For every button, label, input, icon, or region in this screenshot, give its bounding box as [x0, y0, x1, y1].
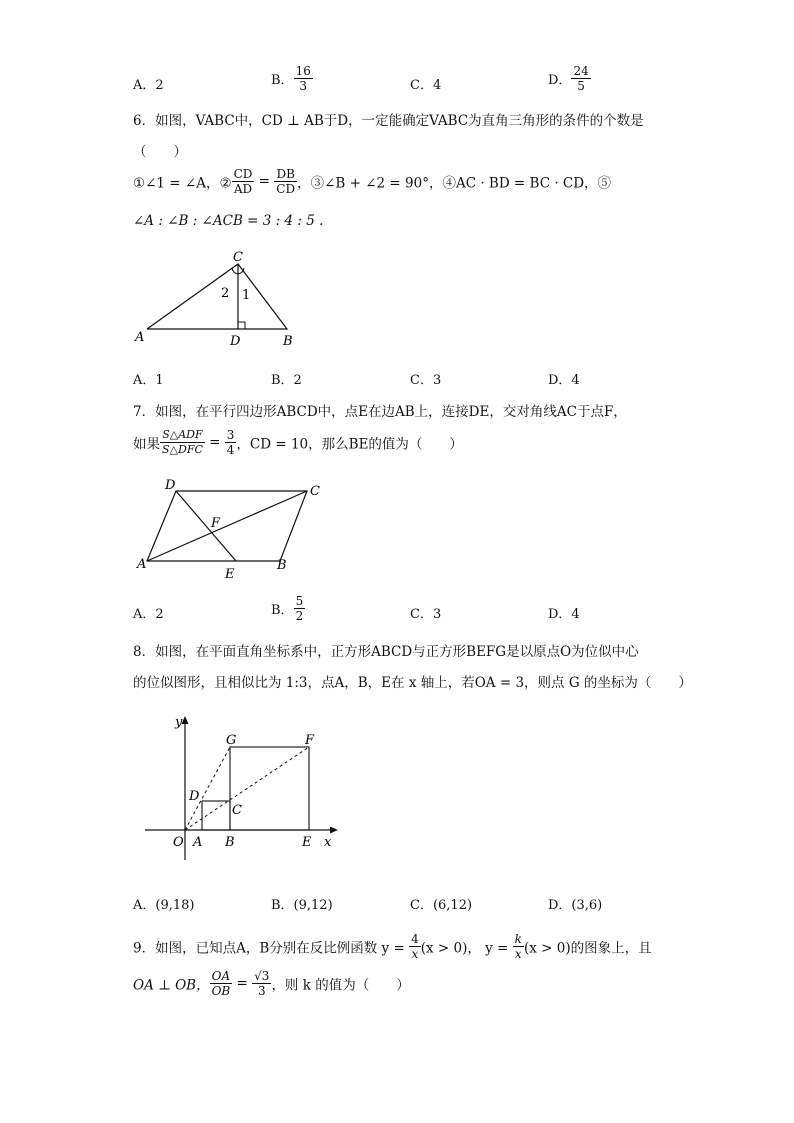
label-c: C	[232, 803, 242, 818]
label-b: B	[283, 334, 293, 349]
label-b: B	[277, 558, 287, 573]
label-a: A	[193, 835, 203, 850]
q6-stem: 6．如图，VABC中，CD ⊥ AB于D，一定能确定VABC为直角三角形的条件的个数是	[133, 113, 644, 129]
triangle-abc	[147, 264, 287, 329]
q6-option-b: B．2	[271, 373, 302, 388]
label-o: O	[173, 835, 184, 850]
q6-conditions: ①∠1 = ∠A，② $\frac{CD}{AD}$ = $\frac{DB}{CD}$ ，③∠B + ∠2 = 90°，④AC · BD = BC · CD，⑤	[133, 167, 612, 196]
angle-2-arc	[232, 268, 238, 274]
q7-stem: 7．如图，在平行四边形ABCD中，点E在边AB上，连接DE，交对角线AC于点F，	[133, 404, 627, 420]
q8-option-b: B．(9,12)	[271, 898, 333, 913]
q8-option-c: C．(6,12)	[410, 898, 473, 913]
label-b: B	[225, 835, 235, 850]
q6-paren: （ ）	[133, 144, 187, 160]
q7-option-d: D．4	[548, 607, 580, 622]
q6-option-a: A．1	[133, 373, 164, 388]
q9-stem-line2: OA ⊥ OB， $\frac{OA}{OB}$ = $\frac{√3}{3}$ ，则 k 的值为（ ）	[133, 969, 410, 998]
q5-option-a: A．2	[133, 78, 164, 93]
dashed-of	[185, 747, 309, 830]
label-e: E	[225, 567, 235, 582]
q6-triangle-figure	[130, 245, 310, 350]
y-axis-arrow	[182, 716, 189, 724]
q6-option-d: D．4	[548, 373, 580, 388]
label-g: G	[226, 733, 237, 748]
q7-parallelogram-figure	[130, 475, 330, 585]
q8-option-a: A．(9,18)	[133, 898, 195, 913]
label-f: F	[305, 733, 315, 748]
q7-condition: 如果 $\frac{\text{S△ADF}}{\text{S△DFC}}$ = $\frac{3}{4}$ ，CD = 10，那么BE的值为（ ）	[133, 428, 463, 457]
q7-option-a: A．2	[133, 607, 164, 622]
label-c: C	[233, 250, 243, 265]
label-d: D	[165, 478, 176, 493]
label-y: y	[175, 715, 183, 730]
label-a: A	[135, 330, 145, 345]
q8-stem-line1: 8．如图，在平面直角坐标系中，正方形ABCD与正方形BEFG是以原点O为位似中心	[133, 644, 639, 660]
label-d: D	[189, 789, 200, 804]
label-e: E	[302, 835, 312, 850]
q5-option-c: C．4	[410, 78, 442, 93]
q6-condition-5: ∠A : ∠B : ∠ACB = 3 : 4 : 5 .	[133, 213, 324, 229]
label-a: A	[137, 557, 147, 572]
q9-stem-line1: 9．如图，已知点A，B分别在反比例函数 y = $\frac{4}{x}$ (x > 0)， y = $\frac{k}{x}$ (x > 0)的图象上，且	[133, 932, 652, 961]
label-d: D	[230, 334, 241, 349]
q5-option-d: D． $\frac{24}{5}$	[548, 64, 589, 93]
label-angle-1: 1	[242, 288, 251, 303]
label-c: C	[310, 484, 320, 499]
q8-stem-line2: 的位似图形，且相似比为 1:3，点A，B，E在 x 轴上，若OA = 3，则点 G 的坐标为（ ）	[133, 675, 692, 691]
q7-option-b: B． $\frac{5}{2}$	[271, 594, 304, 623]
label-x: x	[324, 835, 332, 850]
right-angle-mark	[238, 322, 245, 329]
label-f: F	[211, 516, 221, 531]
x-axis-arrow	[330, 827, 338, 834]
q6-option-c: C．3	[410, 373, 442, 388]
q5-option-b: B． $\frac{16}{3}$	[271, 64, 311, 93]
q8-option-d: D．(3,6)	[548, 898, 603, 913]
q7-option-c: C．3	[410, 607, 442, 622]
label-angle-2: 2	[221, 286, 230, 301]
q8-coordinate-figure	[140, 710, 350, 860]
